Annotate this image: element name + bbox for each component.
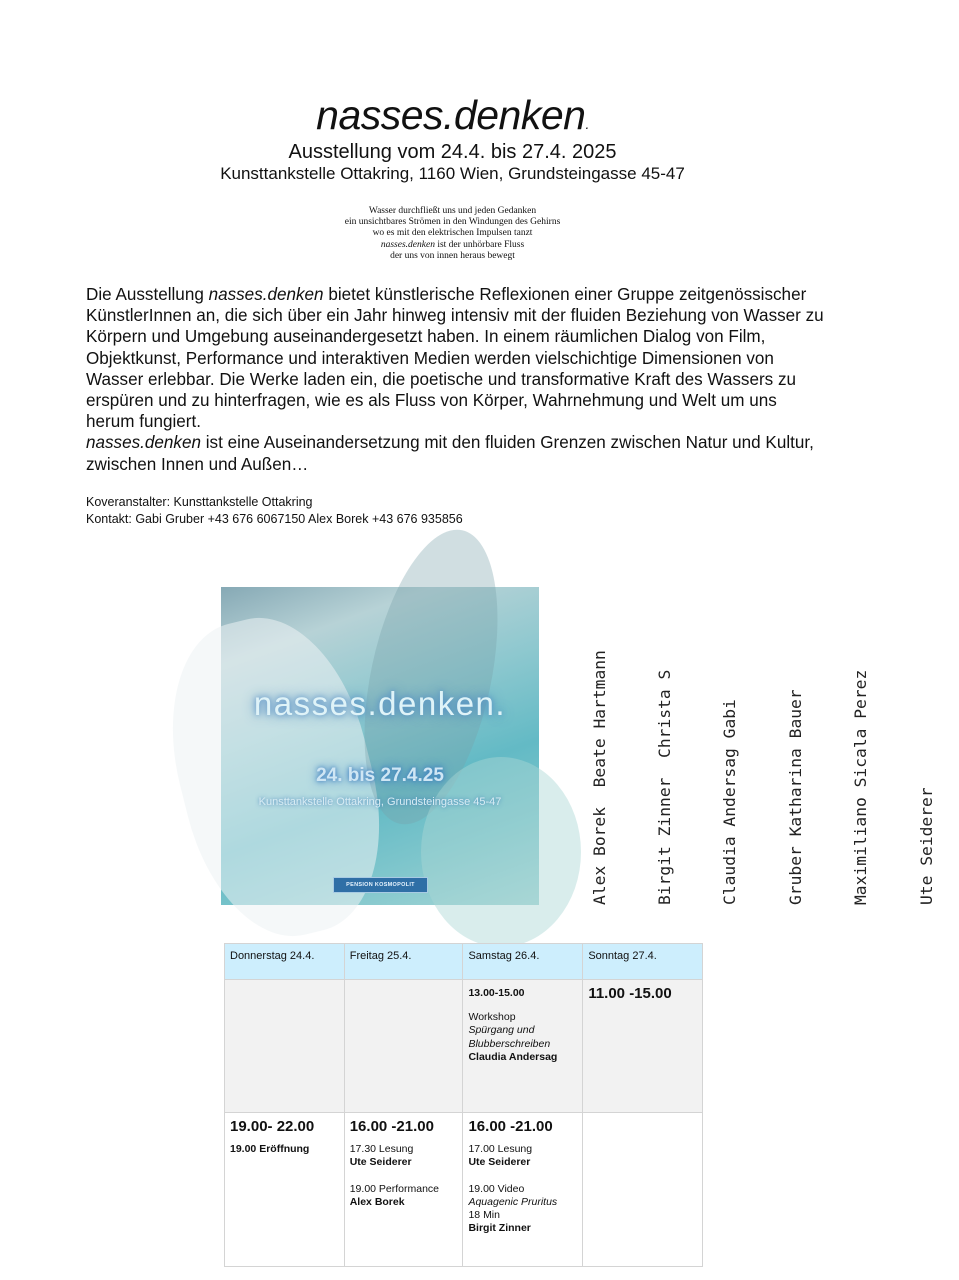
poem-line: wo es mit den elektrischen Impulsen tanzt: [372, 228, 533, 239]
event-name: 17.00 Lesung: [468, 1143, 533, 1156]
event-time: 16.00 -21.00: [468, 1118, 553, 1135]
event-artist: Ute Seiderer: [468, 1156, 531, 1169]
event-time: 13.00-15.00: [468, 987, 525, 999]
event-artist: Ute Seiderer: [349, 1156, 412, 1169]
event-duration: 18 Min: [468, 1209, 500, 1222]
table-cell: [583, 980, 703, 1113]
event-name: 17.30 Lesung: [349, 1143, 414, 1156]
contact-line: Kontakt: Gabi Gruber +43 676 6067150 Alex Borek +43 676 935856: [86, 512, 463, 526]
exhibition-venue: Kunsttankstelle Ottakring, 1160 Wien, Grundsteingasse 45-47: [220, 164, 685, 183]
spacer: [468, 1170, 577, 1183]
exhibition-poster-image: [221, 587, 539, 905]
table-cell: [344, 1113, 463, 1267]
event-type: Workshop: [468, 1011, 516, 1024]
event-artist: Claudia Andersag: [468, 1050, 558, 1063]
poster-badge: PENSION KOSMOPOLIT: [333, 877, 428, 893]
artist-line: Ute Seiderer: [916, 787, 936, 905]
exhibition-dates: Ausstellung vom 24.4. bis 27.4. 2025: [288, 141, 617, 163]
poem-line: ein unsichtbares Strömen in den Windungen des Gehirns: [344, 217, 561, 228]
event-title: Blubberschreiben: [468, 1037, 551, 1050]
poster-venue: Kunsttankstelle Ottakring, Grundsteingasse 45-47: [258, 796, 502, 808]
table-cell: [344, 980, 463, 1113]
artist-line: Alex Borek Beate Hartmann: [589, 650, 609, 905]
artist-line: Birgit Zinner Christa S: [654, 669, 674, 905]
table-cell: [463, 980, 583, 1113]
event-name: 19.00 Eröffnung: [230, 1143, 310, 1156]
intro-text-span: Die Ausstellung: [86, 285, 209, 304]
intro-text-span: bietet künstlerische Reflexionen einer Gruppe zeitgenössischer KünstlerInnen an, die sich über ein Jahr hinweg intensiv mit der fluiden Beziehung von Wasser zu Körpern und Umgebung auseinandergesetzt haben. In einem räumlichen Dialog von Film, Objektkunst, Performance und interaktiven Medien werden vielschichtige Dimensionen von Wasser erlebbar. Die Werke laden ein, die poetische und transformative Kraft des Wassers zu erspüren und zu hinterfragen, wie es als Fluss von Körper, Wahrnehmung und Welt um uns herum fungiert.: [86, 285, 824, 432]
title-dot: .: [585, 116, 589, 132]
column-header: Donnerstag 24.4.: [225, 944, 345, 980]
artist-line: Maximiliano Sicala Perez: [851, 669, 871, 905]
column-header: Sonntag 27.4.: [583, 944, 703, 980]
artist-list: [545, 545, 959, 905]
column-header: Freitag 25.4.: [344, 944, 463, 980]
table-header-row: [225, 944, 703, 980]
poster-title: nasses.denken.: [253, 685, 507, 722]
poem-line: Wasser durchfließt uns und jeden Gedanken: [368, 206, 537, 216]
event-title: Aquagenic Pruritus: [468, 1195, 558, 1208]
event-time: 16.00 -21.00: [349, 1118, 434, 1135]
table-cell: [225, 980, 345, 1113]
artist-line: Gruber Katharina Bauer: [785, 689, 805, 905]
event-time: 11.00 -15.00: [588, 985, 672, 1002]
title-text: nasses.denken: [316, 92, 586, 138]
artist-line: Claudia Andersag Gabi: [720, 699, 740, 905]
column-header: Samstag 26.4.: [463, 944, 583, 980]
event-name: 19.00 Performance: [349, 1182, 440, 1195]
event-artist: Alex Borek: [349, 1195, 405, 1208]
table-cell: [463, 1113, 583, 1267]
table-row: [225, 1113, 703, 1267]
intro-paragraph-1: [86, 284, 826, 432]
poem-italic-title: nasses.denken: [380, 239, 435, 250]
event-name: 19.00 Video: [468, 1182, 525, 1195]
poem-line-rest: ist der unhörbare Fluss: [434, 239, 525, 250]
table-cell: [583, 1113, 703, 1267]
poem-line: [0, 240, 905, 251]
intro-paragraph-2: [86, 432, 826, 474]
contact-block: [86, 494, 463, 528]
poem-line: der uns von innen heraus bewegt: [390, 250, 515, 261]
intro-italic-title: nasses.denken: [208, 285, 324, 304]
event-title: Spürgang und: [468, 1024, 535, 1037]
poster-dates: 24. bis 27.4.25: [316, 765, 444, 786]
page-title: [0, 92, 905, 139]
event-artist: Birgit Zinner: [468, 1222, 531, 1235]
intro-text: [86, 284, 826, 475]
spacer: [350, 1170, 458, 1183]
table-row: [225, 980, 703, 1113]
intro-text-span: ist eine Auseinandersetzung mit den fluiden Grenzen zwischen Natur und Kultur, zwischen Innen und Außen…: [86, 433, 814, 474]
schedule-table: [224, 943, 703, 1267]
table-cell: [225, 1113, 345, 1267]
poem: [0, 206, 905, 262]
intro-italic-title: nasses.denken: [86, 433, 201, 453]
coorganizer-line: Koveranstalter: Kunsttankstelle Ottakring: [86, 495, 313, 509]
event-time: 19.00- 22.00: [230, 1118, 315, 1135]
